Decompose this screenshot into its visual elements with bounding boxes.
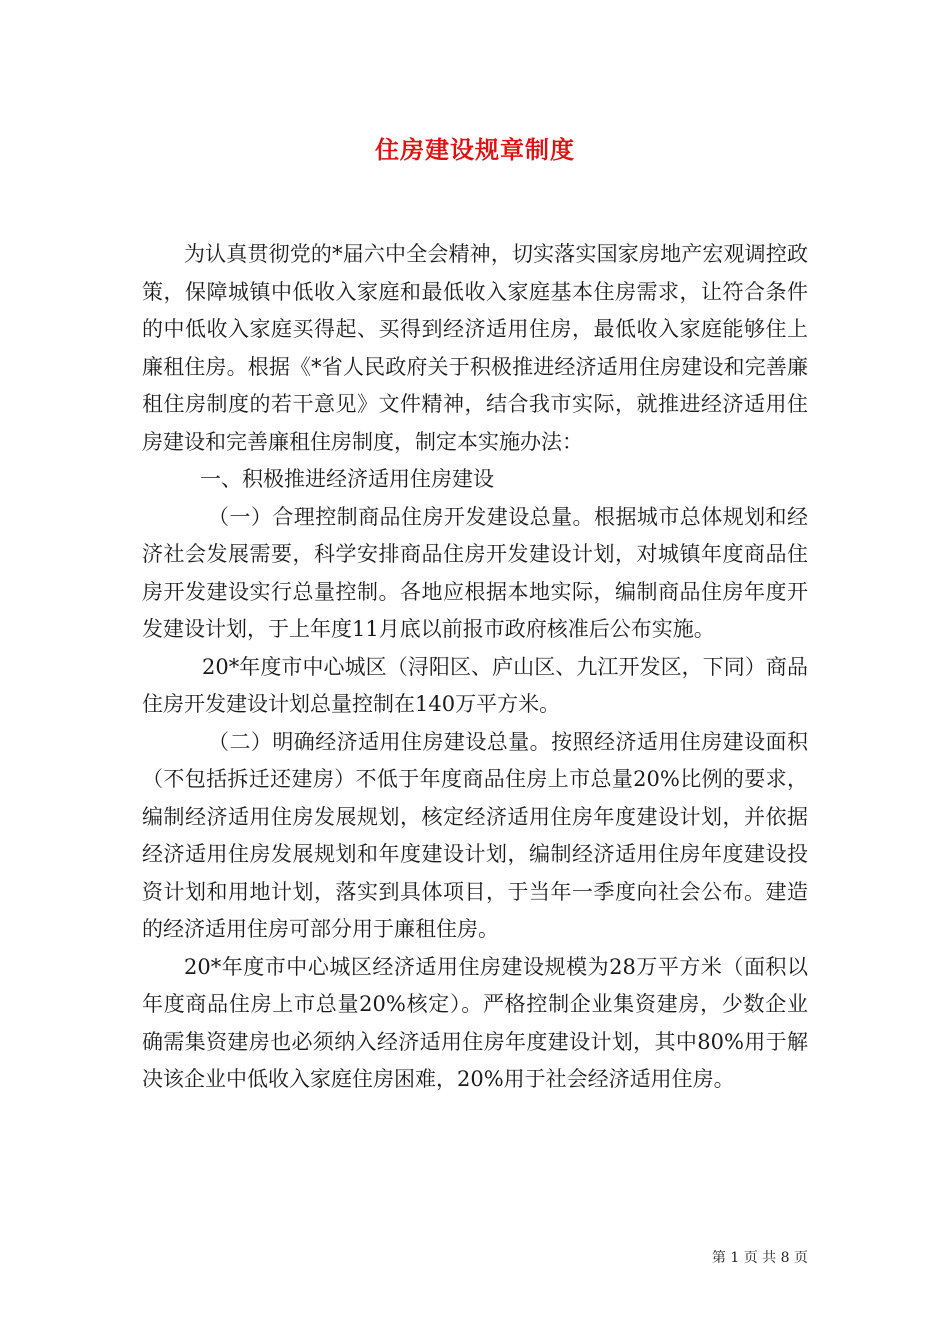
plan-paragraph-2: 20*年度市中心城区经济适用住房建设规模为28万平方米（面积以年度商品住房上市总量20%核定）。严格控制企业集资建房，少数企业确需集资建房也必须纳入经济适用住房年度建设计划，其中80%用于解决该企业中低收入家庭住房困难，20%用于社会经济适用住房。 bbox=[142, 954, 808, 1091]
subsection-paragraph-1: （一）合理控制商品住房开发建设总量。根据城市总体规划和经济社会发展需要，科学安排商品住房开发建设计划，对城镇年度商品住房开发建设实行总量控制。各地应根据本地实际，编制商品住房年度开发建设计划，于上年度11月底以前报市政府核准后公布实施。 bbox=[142, 504, 808, 641]
subsection-paragraph-2: （二）明确经济适用住房建设总量。按照经济适用住房建设面积（不包括拆迁还建房）不低于年度商品住房上市总量20%比例的要求，编制经济适用住房发展规划，核定经济适用住房年度建设计划，并依据经济适用住房发展规划和年度建设计划，编制经济适用住房年度建设投资计划和用地计划，落实到具体项目，于当年一季度向社会公布。建造的经济适用住房可部分用于廉租住房。 bbox=[142, 729, 808, 941]
intro-paragraph: 为认真贯彻党的*届六中全会精神，切实落实国家房地产宏观调控政策，保障城镇中低收入家庭和最低收入家庭基本住房需求，让符合条件的中低收入家庭买得起、买得到经济适用住房，最低收入家庭能够住上廉租住房。根据《*省人民政府关于积极推进经济适用住房建设和完善廉租住房制度的若干意见》文件精神，结合我市实际，就推进经济适用住房建设和完善廉租住房制度，制定本实施办法： bbox=[142, 242, 808, 454]
document-body bbox=[142, 236, 808, 1099]
section-heading: 一、积极推进经济适用住房建设 bbox=[200, 467, 494, 491]
document-title: 住房建设规章制度 bbox=[375, 136, 575, 164]
plan-paragraph-1: 20*年度市中心城区（浔阳区、庐山区、九江开发区，下同）商品住房开发建设计划总量控制在140万平方米。 bbox=[142, 654, 808, 716]
page-number: 第 1 页 共 8 页 bbox=[711, 1250, 808, 1266]
